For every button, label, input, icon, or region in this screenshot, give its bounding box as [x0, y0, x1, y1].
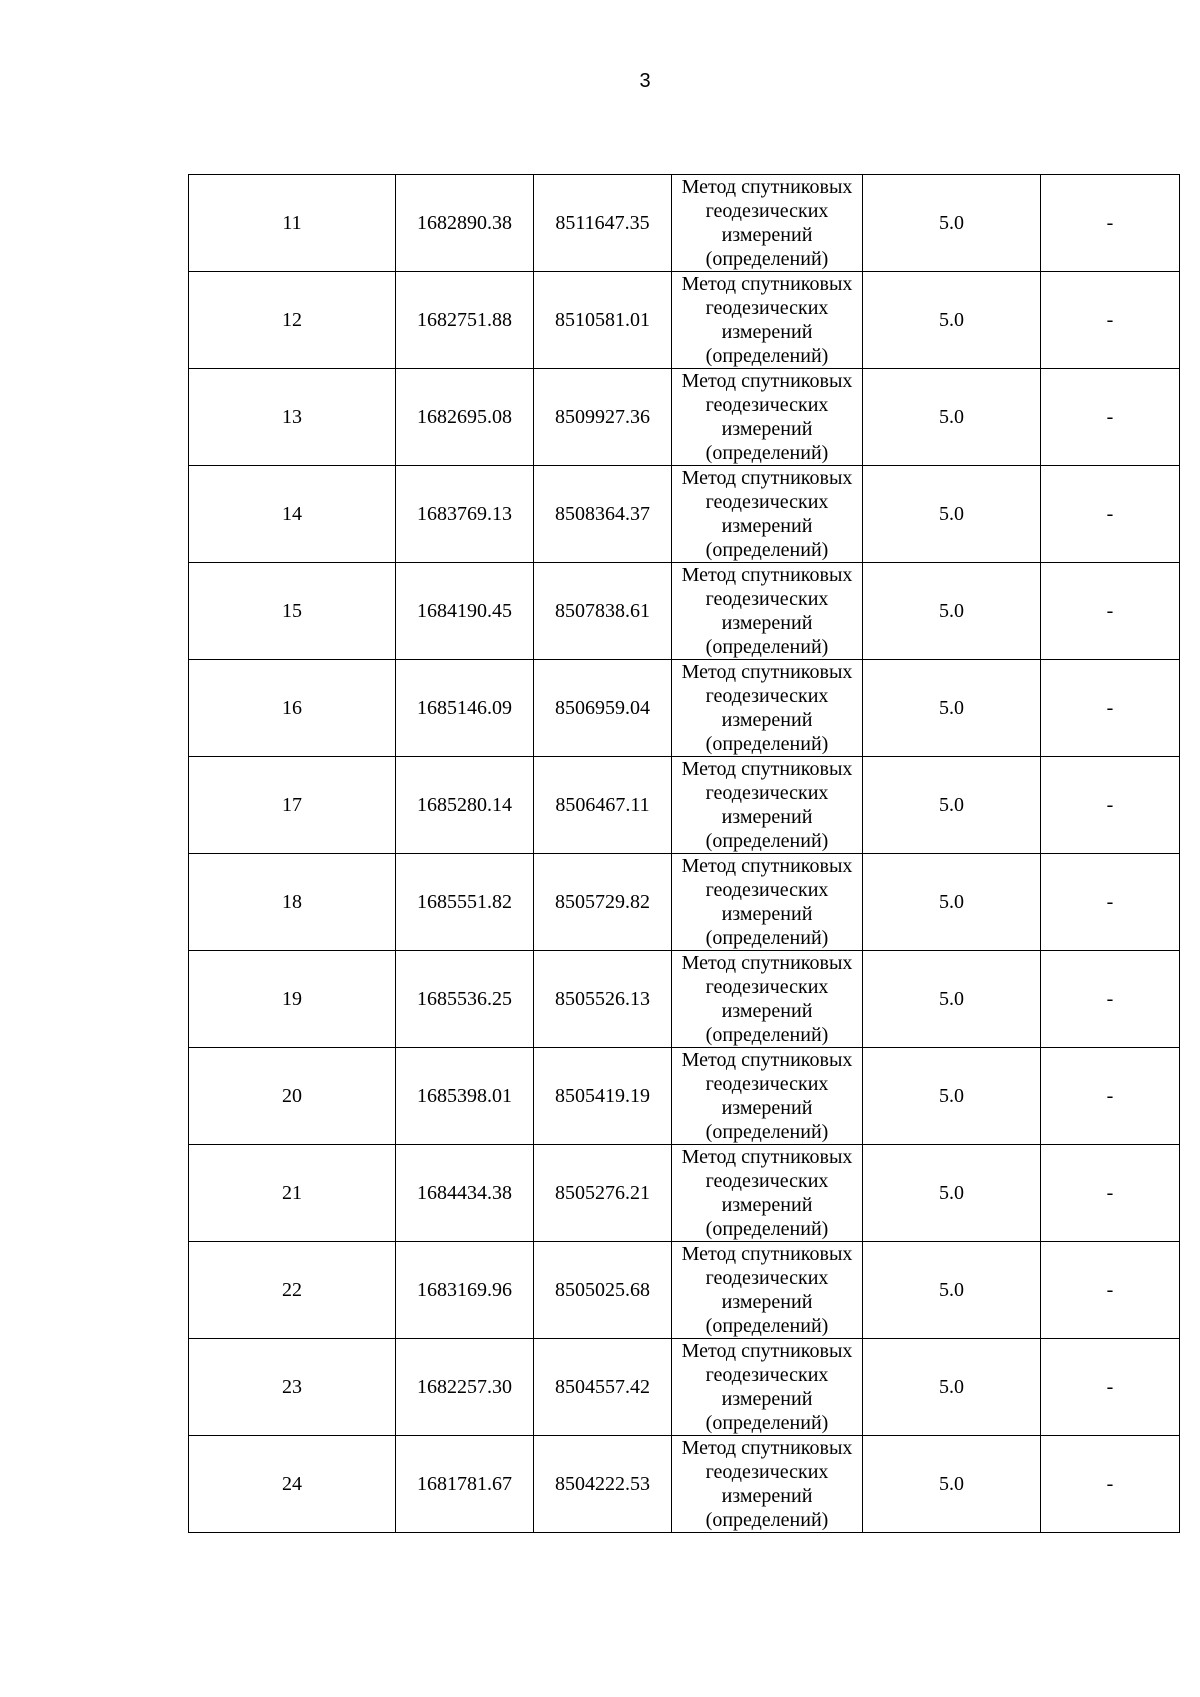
point-number-cell: 19	[189, 951, 396, 1048]
table-row	[189, 175, 1180, 272]
table-row	[189, 854, 1180, 951]
method-cell: Метод спутниковых геодезических измерений (определений)	[672, 660, 863, 757]
note-cell: -	[1041, 1048, 1180, 1145]
y-coordinate-cell: 8511647.35	[534, 175, 672, 272]
x-coordinate-cell: 1684434.38	[396, 1145, 534, 1242]
method-cell: Метод спутниковых геодезических измерений (определений)	[672, 1339, 863, 1436]
x-coordinate-cell: 1684190.45	[396, 563, 534, 660]
table-row	[189, 951, 1180, 1048]
point-number-cell: 11	[189, 175, 396, 272]
accuracy-cell: 5.0	[863, 175, 1041, 272]
note-cell: -	[1041, 369, 1180, 466]
method-cell: Метод спутниковых геодезических измерений (определений)	[672, 1048, 863, 1145]
x-coordinate-cell: 1683769.13	[396, 466, 534, 563]
point-number-cell: 21	[189, 1145, 396, 1242]
y-coordinate-cell: 8510581.01	[534, 272, 672, 369]
method-cell: Метод спутниковых геодезических измерений (определений)	[672, 1145, 863, 1242]
y-coordinate-cell: 8506959.04	[534, 660, 672, 757]
table-row	[189, 272, 1180, 369]
method-cell: Метод спутниковых геодезических измерений (определений)	[672, 1436, 863, 1533]
note-cell: -	[1041, 1242, 1180, 1339]
point-number-cell: 15	[189, 563, 396, 660]
accuracy-cell: 5.0	[863, 1436, 1041, 1533]
point-number-cell: 23	[189, 1339, 396, 1436]
table-row	[189, 369, 1180, 466]
accuracy-cell: 5.0	[863, 1145, 1041, 1242]
y-coordinate-cell: 8506467.11	[534, 757, 672, 854]
method-cell: Метод спутниковых геодезических измерений (определений)	[672, 175, 863, 272]
y-coordinate-cell: 8505526.13	[534, 951, 672, 1048]
note-cell: -	[1041, 951, 1180, 1048]
accuracy-cell: 5.0	[863, 854, 1041, 951]
page-number: 3	[639, 70, 651, 92]
table-row	[189, 563, 1180, 660]
accuracy-cell: 5.0	[863, 1339, 1041, 1436]
x-coordinate-cell: 1683169.96	[396, 1242, 534, 1339]
note-cell: -	[1041, 272, 1180, 369]
x-coordinate-cell: 1685398.01	[396, 1048, 534, 1145]
note-cell: -	[1041, 660, 1180, 757]
table-row	[189, 1048, 1180, 1145]
x-coordinate-cell: 1685536.25	[396, 951, 534, 1048]
note-cell: -	[1041, 563, 1180, 660]
note-cell: -	[1041, 1339, 1180, 1436]
x-coordinate-cell: 1685551.82	[396, 854, 534, 951]
y-coordinate-cell: 8505025.68	[534, 1242, 672, 1339]
method-cell: Метод спутниковых геодезических измерений (определений)	[672, 563, 863, 660]
accuracy-cell: 5.0	[863, 951, 1041, 1048]
note-cell: -	[1041, 757, 1180, 854]
table-row	[189, 1242, 1180, 1339]
point-number-cell: 14	[189, 466, 396, 563]
accuracy-cell: 5.0	[863, 660, 1041, 757]
accuracy-cell: 5.0	[863, 369, 1041, 466]
point-number-cell: 24	[189, 1436, 396, 1533]
y-coordinate-cell: 8504557.42	[534, 1339, 672, 1436]
accuracy-cell: 5.0	[863, 563, 1041, 660]
method-cell: Метод спутниковых геодезических измерений (определений)	[672, 854, 863, 951]
y-coordinate-cell: 8504222.53	[534, 1436, 672, 1533]
x-coordinate-cell: 1681781.67	[396, 1436, 534, 1533]
point-number-cell: 13	[189, 369, 396, 466]
y-coordinate-cell: 8505419.19	[534, 1048, 672, 1145]
y-coordinate-cell: 8505729.82	[534, 854, 672, 951]
method-cell: Метод спутниковых геодезических измерений (определений)	[672, 1242, 863, 1339]
coordinates-table-body	[189, 175, 1180, 1533]
x-coordinate-cell: 1682890.38	[396, 175, 534, 272]
x-coordinate-cell: 1685146.09	[396, 660, 534, 757]
x-coordinate-cell: 1682695.08	[396, 369, 534, 466]
table-row	[189, 466, 1180, 563]
note-cell: -	[1041, 1436, 1180, 1533]
note-cell: -	[1041, 175, 1180, 272]
method-cell: Метод спутниковых геодезических измерений (определений)	[672, 466, 863, 563]
point-number-cell: 12	[189, 272, 396, 369]
y-coordinate-cell: 8508364.37	[534, 466, 672, 563]
point-number-cell: 18	[189, 854, 396, 951]
x-coordinate-cell: 1682257.30	[396, 1339, 534, 1436]
accuracy-cell: 5.0	[863, 1242, 1041, 1339]
note-cell: -	[1041, 1145, 1180, 1242]
accuracy-cell: 5.0	[863, 272, 1041, 369]
method-cell: Метод спутниковых геодезических измерений (определений)	[672, 369, 863, 466]
accuracy-cell: 5.0	[863, 757, 1041, 854]
table-row	[189, 1145, 1180, 1242]
point-number-cell: 16	[189, 660, 396, 757]
point-number-cell: 20	[189, 1048, 396, 1145]
table-row	[189, 660, 1180, 757]
y-coordinate-cell: 8505276.21	[534, 1145, 672, 1242]
note-cell: -	[1041, 854, 1180, 951]
y-coordinate-cell: 8509927.36	[534, 369, 672, 466]
x-coordinate-cell: 1682751.88	[396, 272, 534, 369]
table-row	[189, 757, 1180, 854]
table-row	[189, 1339, 1180, 1436]
accuracy-cell: 5.0	[863, 466, 1041, 563]
x-coordinate-cell: 1685280.14	[396, 757, 534, 854]
table-row	[189, 1436, 1180, 1533]
point-number-cell: 22	[189, 1242, 396, 1339]
coordinates-table	[188, 174, 1180, 1533]
method-cell: Метод спутниковых геодезических измерений (определений)	[672, 757, 863, 854]
y-coordinate-cell: 8507838.61	[534, 563, 672, 660]
method-cell: Метод спутниковых геодезических измерений (определений)	[672, 951, 863, 1048]
method-cell: Метод спутниковых геодезических измерений (определений)	[672, 272, 863, 369]
point-number-cell: 17	[189, 757, 396, 854]
note-cell: -	[1041, 466, 1180, 563]
accuracy-cell: 5.0	[863, 1048, 1041, 1145]
